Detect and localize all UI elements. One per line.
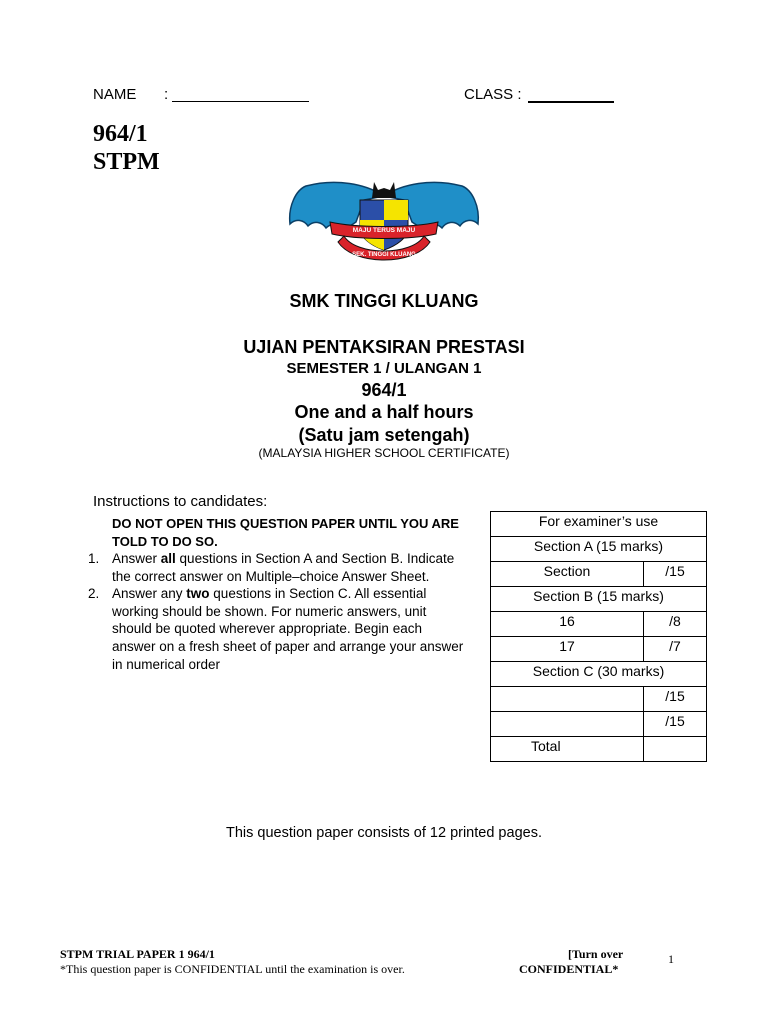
logo-school-text: SEK. TINGGI KLUANG: [352, 252, 416, 258]
table-cell: /15: [644, 712, 707, 737]
semester-label: SEMESTER 1 / ULANGAN 1: [286, 360, 482, 377]
total-value: [644, 737, 707, 762]
footer-turn-over: [Turn over: [568, 947, 624, 961]
table-cell: Section: [491, 562, 644, 587]
instruction-text-pre: Answer any: [112, 586, 187, 602]
name-label: NAME: [93, 86, 137, 103]
school-crest-icon: [286, 176, 482, 268]
instruction-item: [88, 550, 468, 585]
duration-malay: (Satu jam setengah): [298, 425, 470, 445]
instruction-number: 2.: [88, 586, 100, 602]
table-cell: /15: [644, 687, 707, 712]
certificate-label: (MALAYSIA HIGHER SCHOOL CERTIFICATE): [258, 446, 510, 460]
instructions-heading: Instructions to candidates:: [93, 493, 268, 510]
table-cell: [491, 687, 644, 712]
table-row: [491, 612, 707, 637]
table-row: [491, 537, 707, 562]
table-cell: 16: [491, 612, 644, 637]
table-row: [491, 512, 707, 537]
instruction-text-post: questions in Section C. All essential working should be shown. For numeric answers, unit should be quoted wherever appropriate. Begin each answer on a fresh sheet of paper and arrange your answer in numerical order: [112, 586, 464, 672]
table-row: [491, 687, 707, 712]
instruction-text: [112, 585, 468, 673]
class-blank-line: [528, 101, 614, 103]
paper-code-center: 964/1: [361, 380, 407, 400]
exam-title: UJIAN PENTAKSIRAN PRESTASI: [243, 337, 525, 357]
total-label: Total: [491, 737, 644, 762]
table-cell: /7: [644, 637, 707, 662]
section-a-header: Section A (15 marks): [491, 537, 707, 562]
examiner-table: [490, 511, 707, 762]
table-cell: /8: [644, 612, 707, 637]
instructions-list: [88, 550, 468, 673]
paper-code: 964/1: [93, 121, 148, 147]
instruction-text-bold: two: [186, 586, 210, 602]
instruction-item: [88, 585, 468, 673]
section-b-header: Section B (15 marks): [491, 587, 707, 612]
duration-english: One and a half hours: [294, 402, 474, 422]
instruction-number: 1.: [88, 551, 100, 566]
page-number: 1: [668, 952, 674, 966]
name-blank-line: [172, 101, 309, 102]
exam-name: STPM: [93, 149, 160, 175]
name-colon: :: [164, 86, 169, 103]
table-cell: 17: [491, 637, 644, 662]
table-cell: [491, 712, 644, 737]
footer-note: *This question paper is CONFIDENTIAL until the examination is over.: [60, 962, 405, 976]
table-row: [491, 737, 707, 762]
logo-banner-text: MAJU TERUS MAJU: [352, 227, 416, 234]
instruction-text-pre: Answer: [112, 551, 161, 566]
section-c-header: Section C (30 marks): [491, 662, 707, 687]
instruction-text: [112, 550, 468, 585]
school-name: SMK TINGGI KLUANG: [289, 291, 479, 311]
school-logo: [286, 176, 482, 268]
examiner-header: For examiner’s use: [491, 512, 707, 537]
class-label: CLASS :: [464, 86, 522, 103]
table-row: [491, 562, 707, 587]
footer-title: STPM TRIAL PAPER 1 964/1: [60, 947, 215, 961]
table-cell: /15: [644, 562, 707, 587]
instruction-text-bold: all: [160, 551, 176, 566]
table-row: [491, 587, 707, 612]
footer-confidential: CONFIDENTIAL*: [519, 962, 619, 976]
table-row: [491, 637, 707, 662]
pages-note: This question paper consists of 12 printed pages.: [226, 825, 542, 841]
table-row: [491, 712, 707, 737]
instructions-warning: DO NOT OPEN THIS QUESTION PAPER UNTIL YOU ARE TOLD TO DO SO.: [112, 516, 459, 549]
instruction-text-post: questions in Section A and Section B. Indicate the correct answer on Multiple–choice Answer Sheet.: [112, 551, 455, 584]
table-row: [491, 662, 707, 687]
